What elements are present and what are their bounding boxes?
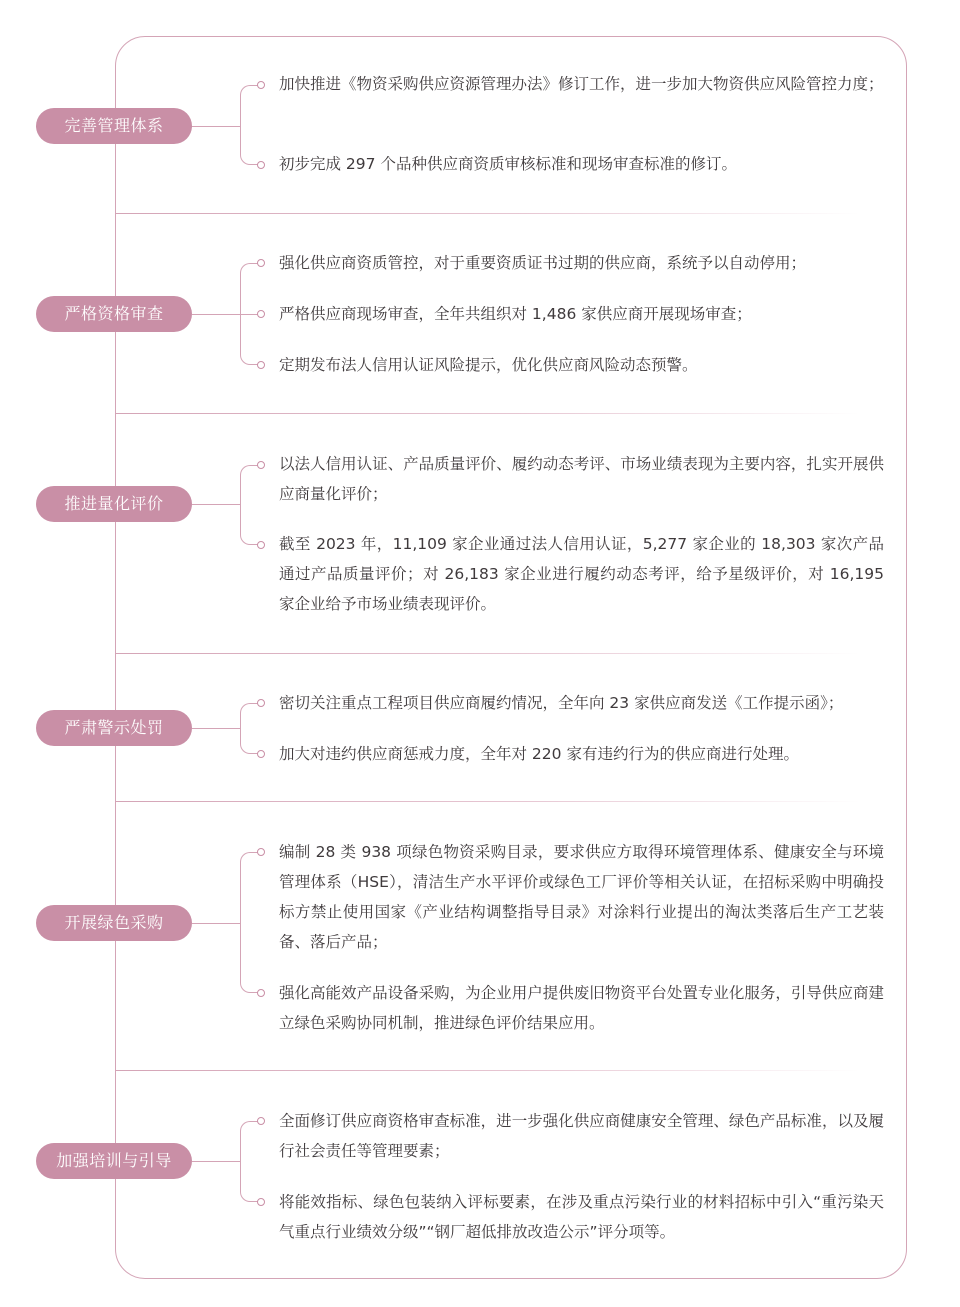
section-item: 强化供应商资质管控，对于重要资质证书过期的供应商，系统予以自动停用；: [279, 254, 807, 272]
connector-line: [192, 923, 240, 924]
section-item: 强化高能效产品设备采购，为企业用户提供废旧物资平台处置专业化服务，引导供应商建立绿色采购协同机制，推进绿色评价结果应用。: [279, 984, 884, 1032]
section-title-pill: 开展绿色采购: [36, 905, 192, 941]
connector-line: [192, 314, 240, 315]
bullet-dot: [257, 161, 265, 169]
bracket-line: [240, 852, 258, 993]
bracket-line: [240, 465, 258, 545]
bullet-dot: [257, 310, 265, 318]
connector-line: [192, 126, 240, 127]
section-item: 截至 2023 年，11,109 家企业通过法人信用认证，5,277 家企业的 18,303 家次产品通过产品质量评价；对 26,183 家企业进行履约动态考评，给予星级评价，对 16,195 家企业给予市场业绩表现评价。: [279, 535, 884, 613]
section-title-pill: 严肃警示处罚: [36, 710, 192, 746]
section-item: 编制 28 类 938 项绿色物资采购目录，要求供应方取得环境管理体系、健康安全与环境管理体系（HSE），清洁生产水平评价或绿色工厂评价等相关认证，在招标采购中明确投标方禁止使用国家《产业结构调整指导目录》对涂料行业提出的淘汰类落后生产工艺装备、落后产品；: [279, 843, 884, 951]
section-item: 加快推进《物资采购供应资源管理办法》修订工作，进一步加大物资供应风险管控力度；: [279, 75, 884, 93]
bracket-line: [240, 703, 258, 754]
bullet-dot: [257, 541, 265, 549]
section-title-pill: 严格资格审查: [36, 296, 192, 332]
section-item: 加大对违约供应商惩戒力度，全年对 220 家有违约行为的供应商进行处理。: [279, 745, 799, 763]
bullet-dot: [257, 461, 265, 469]
section-divider: [115, 213, 860, 214]
bullet-dot: [257, 848, 265, 856]
section-item: 将能效指标、绿色包装纳入评标要素，在涉及重点污染行业的材料招标中引入“重污染天气重点行业绩效分级”“钢厂超低排放改造公示”评分项等。: [279, 1193, 884, 1241]
section-item: 密切关注重点工程项目供应商履约情况，全年向 23 家供应商发送《工作提示函》；: [279, 694, 844, 712]
bullet-dot: [257, 1198, 265, 1206]
connector-line: [240, 314, 258, 315]
connector-line: [192, 1161, 240, 1162]
connector-line: [192, 728, 240, 729]
bullet-dot: [257, 750, 265, 758]
connector-line: [192, 504, 240, 505]
content-frame: [115, 36, 907, 1279]
section-divider: [115, 1070, 860, 1071]
bullet-dot: [257, 1117, 265, 1125]
section-divider: [115, 653, 860, 654]
bracket-line: [240, 85, 258, 165]
section-title-pill: 加强培训与引导: [36, 1143, 192, 1179]
bullet-dot: [257, 361, 265, 369]
section-item: 定期发布法人信用认证风险提示，优化供应商风险动态预警。: [279, 356, 698, 374]
section-item: 初步完成 297 个品种供应商资质审核标准和现场审查标准的修订。: [279, 155, 737, 173]
section-title-pill: 推进量化评价: [36, 486, 192, 522]
section-divider: [115, 413, 860, 414]
section-title-pill: 完善管理体系: [36, 108, 192, 144]
bullet-dot: [257, 81, 265, 89]
bracket-line: [240, 1121, 258, 1202]
bullet-dot: [257, 259, 265, 267]
section-item: 全面修订供应商资格审查标准，进一步强化供应商健康安全管理、绿色产品标准，以及履行社会责任等管理要素；: [279, 1112, 884, 1160]
bullet-dot: [257, 699, 265, 707]
section-item: 严格供应商现场审查，全年共组织对 1,486 家供应商开展现场审查；: [279, 305, 752, 323]
section-divider: [115, 801, 860, 802]
section-item: 以法人信用认证、产品质量评价、履约动态考评、市场业绩表现为主要内容，扎实开展供应商量化评价；: [279, 455, 884, 503]
bullet-dot: [257, 989, 265, 997]
